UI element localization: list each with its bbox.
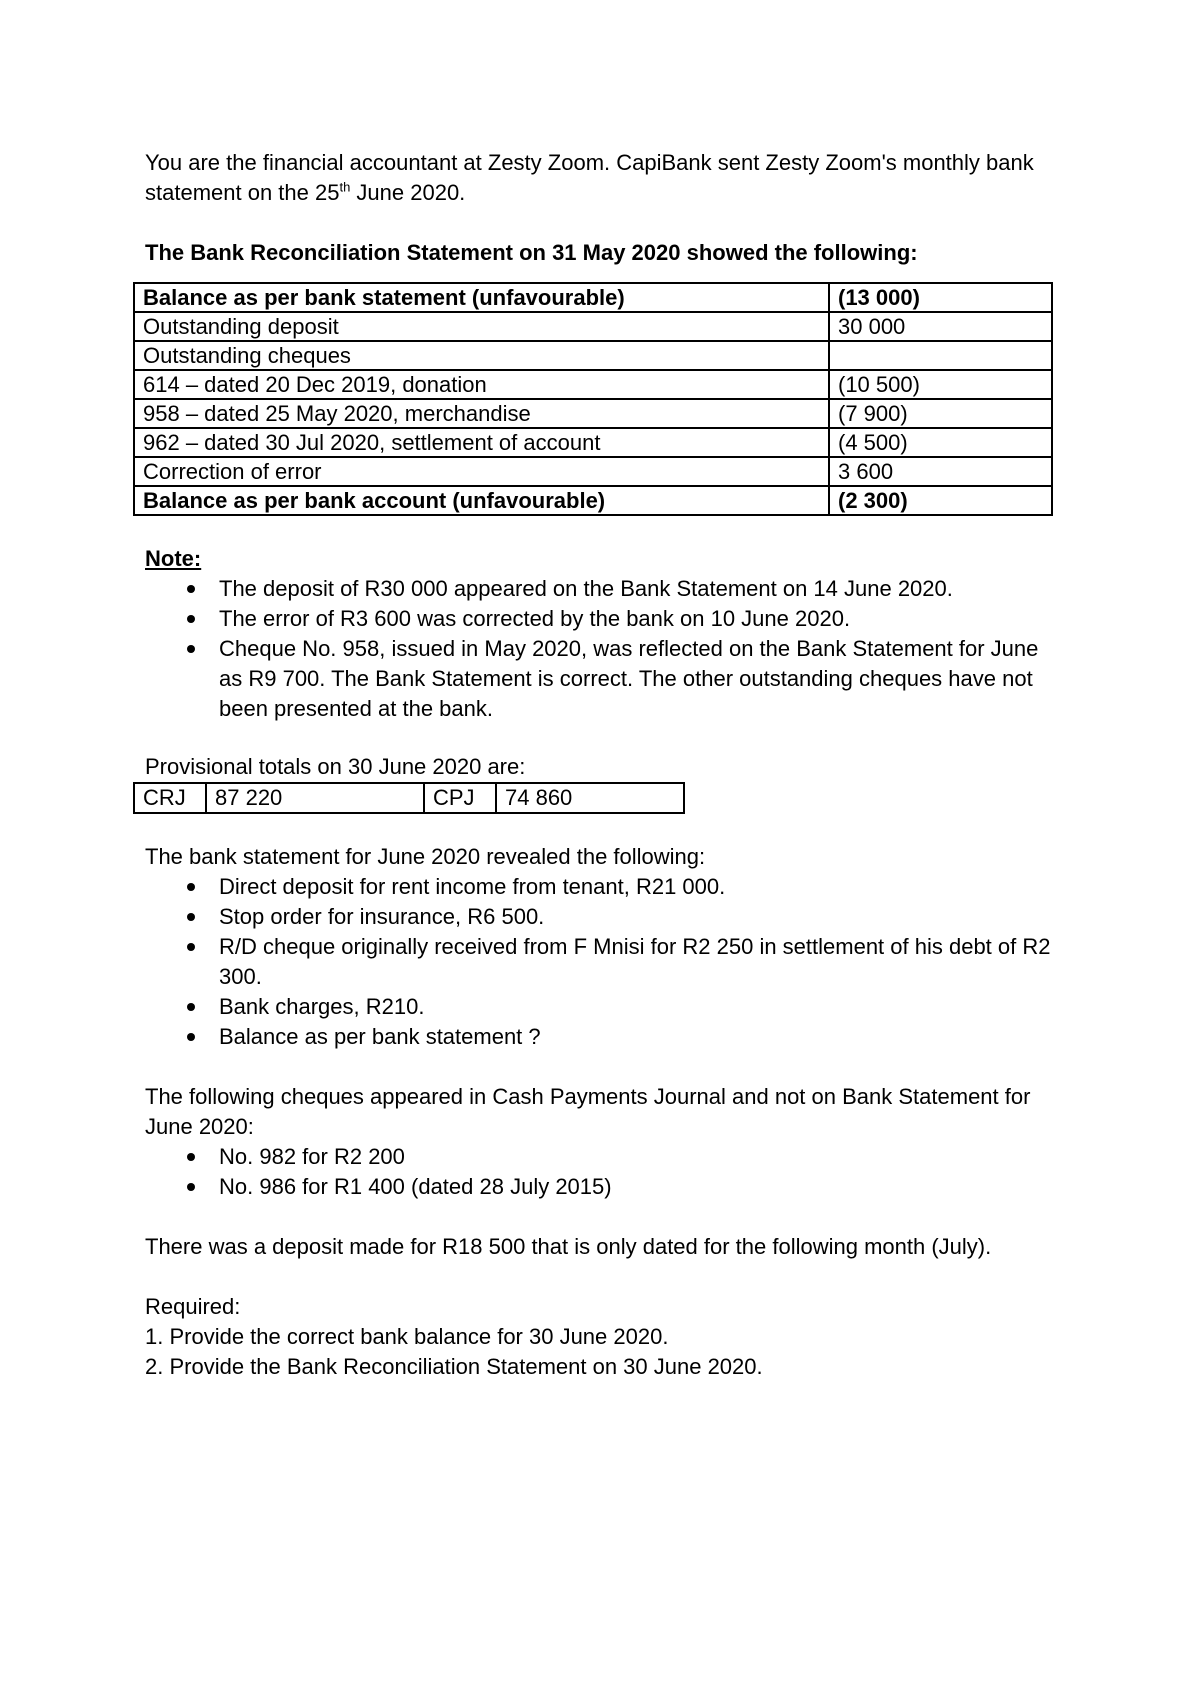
- required-item-2: 2. Provide the Bank Reconciliation Statement on 30 June 2020.: [145, 1354, 763, 1379]
- list-item: The deposit of R30 000 appeared on the Bank Statement on 14 June 2020.: [145, 574, 1055, 604]
- recon-label: Correction of error: [134, 457, 829, 486]
- table-row: [134, 428, 1052, 457]
- bank-statement-heading: The bank statement for June 2020 revealed the following:: [145, 844, 706, 869]
- cpj-label: CPJ: [424, 783, 496, 813]
- bullet-icon: [187, 913, 195, 921]
- superscript-th: th: [339, 179, 351, 195]
- intro-line-1: You are the financial accountant at Zesty Zoom. CapiBank sent Zesty Zoom's monthly bank: [145, 150, 1034, 175]
- bullet-icon: [187, 645, 195, 653]
- list-item: Cheque No. 958, issued in May 2020, was reflected on the Bank Statement for June as R9 700. The Bank Statement is correct. The other outstanding cheques have not been presented at the bank.: [145, 634, 1055, 724]
- crj-value: 87 220: [206, 783, 424, 813]
- document-page: [145, 148, 1055, 1382]
- recon-label: Balance as per bank account (unfavourable): [134, 486, 829, 515]
- bank-statement-list: [145, 872, 1055, 1052]
- provisional-totals-table: [133, 782, 685, 814]
- recon-label: Balance as per bank statement (unfavourable): [134, 283, 829, 312]
- recon-heading: The Bank Reconciliation Statement on 31 May 2020 showed the following:: [145, 240, 918, 265]
- required-item-1: 1. Provide the correct bank balance for 30 June 2020.: [145, 1324, 669, 1349]
- recon-value: (2 300): [829, 486, 1052, 515]
- list-item: Bank charges, R210.: [145, 992, 1055, 1022]
- table-row: [134, 399, 1052, 428]
- deposit-note: There was a deposit made for R18 500 that is only dated for the following month (July).: [145, 1234, 992, 1259]
- recon-label: Outstanding deposit: [134, 312, 829, 341]
- cheques-heading: The following cheques appeared in Cash Payments Journal and not on Bank Statement for June 2020:: [145, 1084, 1031, 1139]
- recon-label: Outstanding cheques: [134, 341, 829, 370]
- table-row: [134, 457, 1052, 486]
- note-list: [145, 574, 1055, 724]
- table-row: [134, 783, 684, 813]
- bullet-icon: [187, 1153, 195, 1161]
- table-row: [134, 370, 1052, 399]
- table-row: [134, 341, 1052, 370]
- intro-line-2: statement on the 25th June 2020.: [145, 179, 466, 205]
- recon-table: [133, 282, 1053, 516]
- table-row: [134, 312, 1052, 341]
- list-item: No. 982 for R2 200: [145, 1142, 1055, 1172]
- recon-value: (10 500): [829, 370, 1052, 399]
- provisional-heading: Provisional totals on 30 June 2020 are:: [145, 754, 526, 779]
- list-item: Balance as per bank statement ?: [145, 1022, 1055, 1052]
- list-item: Stop order for insurance, R6 500.: [145, 902, 1055, 932]
- cpj-value: 74 860: [496, 783, 684, 813]
- recon-value: (7 900): [829, 399, 1052, 428]
- recon-value: 3 600: [829, 457, 1052, 486]
- recon-label: 958 – dated 25 May 2020, merchandise: [134, 399, 829, 428]
- recon-value: [829, 341, 1052, 370]
- table-row: [134, 283, 1052, 312]
- required-heading: Required:: [145, 1294, 241, 1319]
- list-item: Direct deposit for rent income from tenant, R21 000.: [145, 872, 1055, 902]
- bullet-icon: [187, 1003, 195, 1011]
- recon-value: (4 500): [829, 428, 1052, 457]
- bullet-icon: [187, 1183, 195, 1191]
- cheques-list: [145, 1142, 1055, 1202]
- bullet-icon: [187, 943, 195, 951]
- recon-label: 614 – dated 20 Dec 2019, donation: [134, 370, 829, 399]
- list-item: No. 986 for R1 400 (dated 28 July 2015): [145, 1172, 1055, 1202]
- list-item: The error of R3 600 was corrected by the bank on 10 June 2020.: [145, 604, 1055, 634]
- recon-value: (13 000): [829, 283, 1052, 312]
- note-heading: Note:: [145, 546, 202, 571]
- crj-label: CRJ: [134, 783, 206, 813]
- bullet-icon: [187, 585, 195, 593]
- table-row: [134, 486, 1052, 515]
- recon-label: 962 – dated 30 Jul 2020, settlement of account: [134, 428, 829, 457]
- bullet-icon: [187, 883, 195, 891]
- list-item: R/D cheque originally received from F Mnisi for R2 250 in settlement of his debt of R2 300.: [145, 932, 1055, 992]
- bullet-icon: [187, 615, 195, 623]
- recon-value: 30 000: [829, 312, 1052, 341]
- bullet-icon: [187, 1033, 195, 1041]
